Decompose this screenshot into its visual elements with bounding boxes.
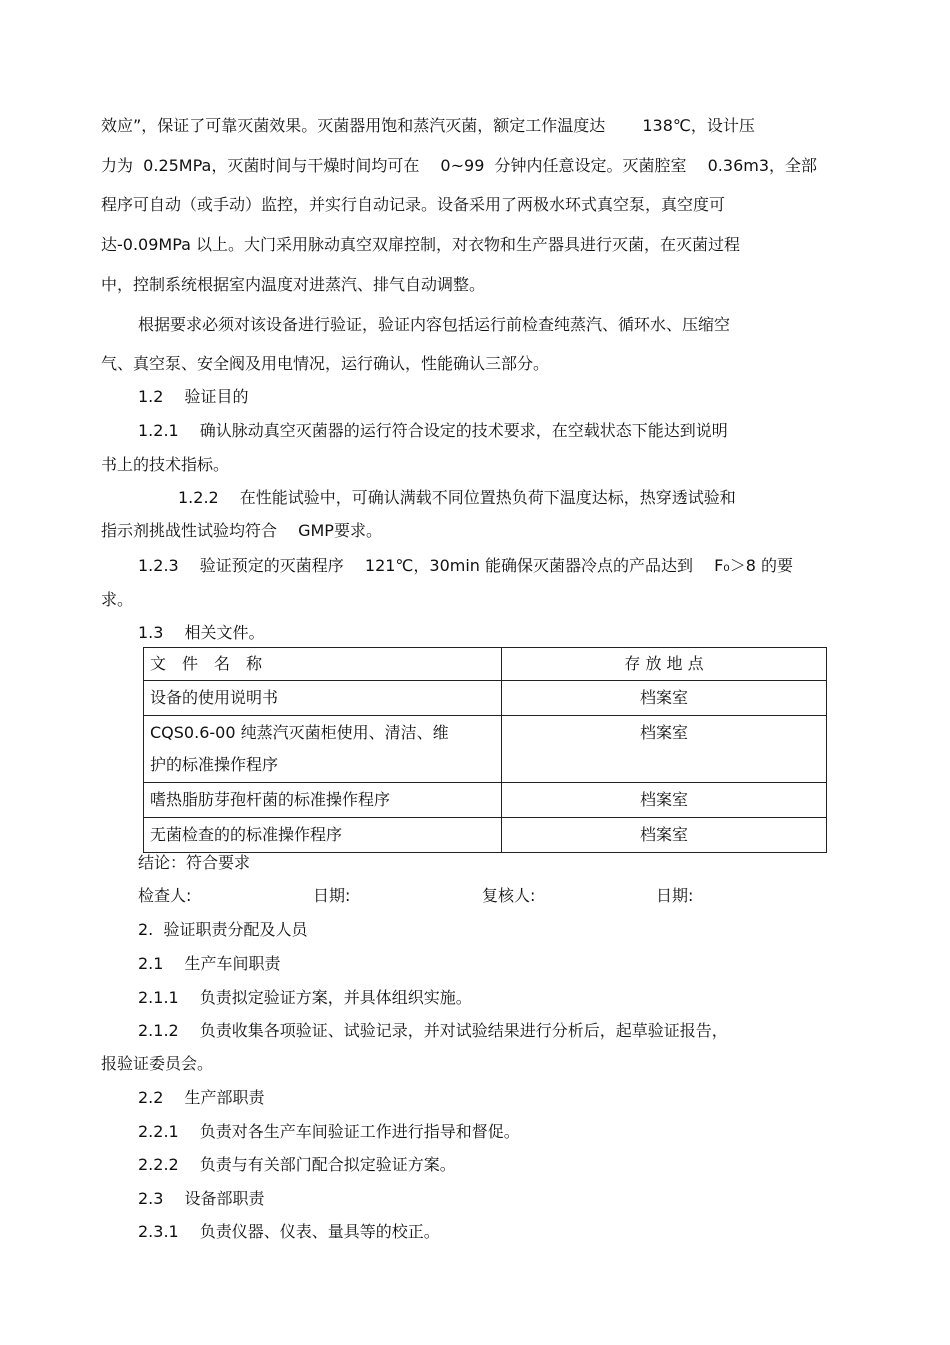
doc-name: 无菌检查的的标准操作程序 bbox=[144, 818, 502, 853]
requirement-line-2: 气、真空泵、安全阀及用电情况，运行确认，性能确认三部分。 bbox=[101, 354, 550, 373]
section-1-2-heading: 1.2 验证目的 bbox=[138, 387, 249, 406]
intro-line-1: 效应”，保证了可靠灭菌效果。灭菌器用饱和蒸汽灭菌，额定工作温度达 138℃，设计压 bbox=[101, 116, 755, 135]
doc-name: 设备的使用说明书 bbox=[144, 681, 502, 716]
section-2-3-heading: 2.3 设备部职责 bbox=[138, 1189, 265, 1208]
section-2-2-heading: 2.2 生产部职责 bbox=[138, 1088, 265, 1107]
table-row bbox=[144, 716, 827, 783]
item-1-2-3-line-1: 1.2.3 验证预定的灭菌程序 121℃，30min 能确保灭菌器冷点的产品达到 F₀＞8 的要 bbox=[138, 556, 793, 575]
doc-name bbox=[144, 716, 502, 783]
item-1-2-2-line-1: 1.2.2 在性能试验中，可确认满载不同位置热负荷下温度达标，热穿透试验和 bbox=[178, 488, 736, 507]
requirement-line-1: 根据要求必须对该设备进行验证，验证内容包括运行前检查纯蒸汽、循环水、压缩空 bbox=[138, 315, 731, 334]
table-row bbox=[144, 818, 827, 853]
section-2-1-heading: 2.1 生产车间职责 bbox=[138, 954, 281, 973]
table-header-row bbox=[144, 648, 827, 681]
intro-line-2: 力为 0.25MPa，灭菌时间与干燥时间均可在 0~99 分钟内任意设定。灭菌腔室 0.36m3，全部 bbox=[101, 156, 818, 175]
date-label-1: 日期: bbox=[313, 886, 351, 905]
item-1-2-1-line-2: 书上的技术指标。 bbox=[101, 455, 230, 474]
date-label-2: 日期: bbox=[656, 886, 694, 905]
header-location: 存 放 地 点 bbox=[502, 648, 827, 681]
section-1-3-heading: 1.3 相关文件。 bbox=[138, 623, 265, 642]
item-2-1-2-line-2: 报验证委员会。 bbox=[101, 1054, 214, 1073]
intro-line-3: 程序可自动（或手动）监控，并实行自动记录。设备采用了两极水环式真空泵，真空度可 bbox=[101, 195, 726, 214]
reviewer-label: 复核人: bbox=[482, 886, 536, 905]
table-row bbox=[144, 681, 827, 716]
section-2-heading: 2. 验证职责分配及人员 bbox=[138, 920, 308, 939]
item-1-2-2-line-2: 指示剂挑战性试验均符合 GMP要求。 bbox=[101, 521, 382, 540]
inspector-label: 检查人: bbox=[138, 886, 192, 905]
doc-name-line-2: 护的标准操作程序 bbox=[150, 755, 279, 774]
doc-location: 档案室 bbox=[502, 716, 827, 783]
intro-line-5: 中，控制系统根据室内温度对进蒸汽、排气自动调整。 bbox=[101, 275, 486, 294]
item-2-1-1: 2.1.1 负责拟定验证方案，并具体组织实施。 bbox=[138, 988, 472, 1007]
header-doc-name: 文 件 名 称 bbox=[144, 648, 502, 681]
item-1-2-3-line-2: 求。 bbox=[101, 590, 134, 609]
related-documents-table bbox=[143, 647, 827, 853]
doc-location: 档案室 bbox=[502, 818, 827, 853]
intro-line-4: 达-0.09MPa 以上。大门采用脉动真空双扉控制，对衣物和生产器具进行灭菌，在灭菌过程 bbox=[101, 235, 741, 254]
item-2-3-1: 2.3.1 负责仪器、仪表、量具等的校正。 bbox=[138, 1222, 440, 1241]
doc-name-line-1: CQS0.6-00 纯蒸汽灭菌柜使用、清洁、维 bbox=[150, 723, 449, 742]
doc-name: 嗜热脂肪芽孢杆菌的标准操作程序 bbox=[144, 783, 502, 818]
conclusion: 结论：符合要求 bbox=[138, 853, 251, 872]
item-2-1-2-line-1: 2.1.2 负责收集各项验证、试验记录，并对试验结果进行分析后，起草验证报告， bbox=[138, 1021, 728, 1040]
doc-location: 档案室 bbox=[502, 783, 827, 818]
item-1-2-1-line-1: 1.2.1 确认脉动真空灭菌器的运行符合设定的技术要求，在空载状态下能达到说明 bbox=[138, 421, 728, 440]
table-row bbox=[144, 783, 827, 818]
item-2-2-2: 2.2.2 负责与有关部门配合拟定验证方案。 bbox=[138, 1155, 456, 1174]
item-2-2-1: 2.2.1 负责对各生产车间验证工作进行指导和督促。 bbox=[138, 1122, 520, 1141]
doc-location: 档案室 bbox=[502, 681, 827, 716]
